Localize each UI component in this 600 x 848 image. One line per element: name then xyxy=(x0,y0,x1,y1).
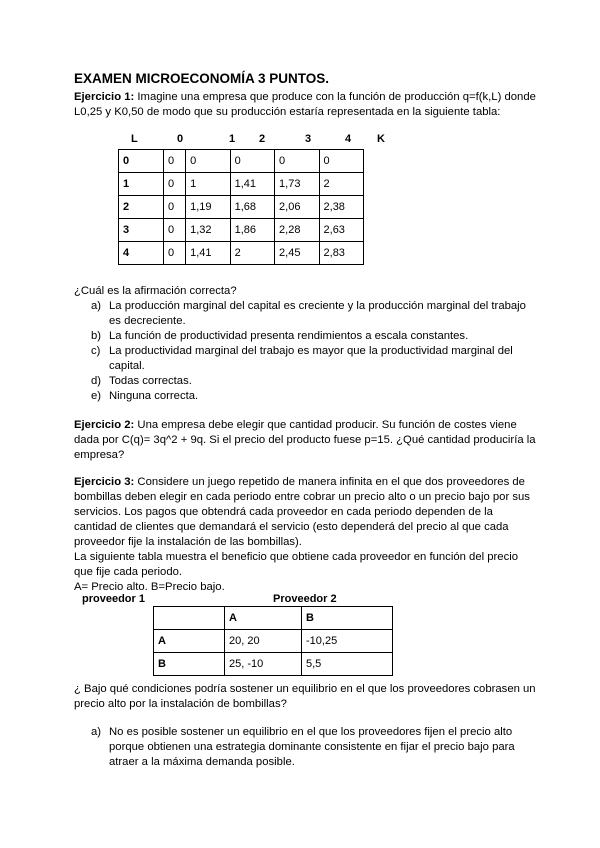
col-header: 0 xyxy=(177,133,184,145)
ex3-text: bombillas deben elegir en cada periodo entre cobrar un precio alto o un precio bajo por sus xyxy=(74,491,530,503)
table-cell: 1,86 xyxy=(230,219,274,242)
table-cell: 0 xyxy=(164,173,186,196)
table-cell: 0 xyxy=(164,150,186,173)
col-header: 1 xyxy=(229,133,236,145)
table-row xyxy=(119,150,364,173)
row-label: 3 xyxy=(119,219,164,242)
table-cell: 1 xyxy=(186,173,230,196)
table-cell: 1,41 xyxy=(186,242,230,265)
ex1-text: L0,25 y K0,50 de modo que su producción estaría representada en la siguiente tabla: xyxy=(74,106,501,118)
table-cell: 1,73 xyxy=(275,173,319,196)
option-marker: a) xyxy=(91,726,102,738)
row-label: 0 xyxy=(119,150,164,173)
table-cell: 2,83 xyxy=(319,242,363,265)
production-table xyxy=(118,149,364,265)
table-cell: 2,06 xyxy=(275,196,319,219)
row-label: 2 xyxy=(119,196,164,219)
table-cell: 25, -10 xyxy=(225,653,302,676)
ex2-text: Una empresa debe elegir que cantidad producir. Su función de costes viene xyxy=(137,419,517,431)
row-label: A xyxy=(154,630,225,653)
ex2-label: Ejercicio 2: xyxy=(74,419,135,431)
col-player-label: Proveedor 2 xyxy=(273,593,337,605)
ex3-text: servicios. Los pagos que obtendrá cada proveedor en cada periodo dependen de la xyxy=(74,506,493,518)
table-cell: 20, 20 xyxy=(225,630,302,653)
empty-cell xyxy=(154,607,225,630)
ex3-line xyxy=(74,475,525,489)
row-player-label: proveedor 1 xyxy=(82,593,145,605)
col-header: 2 xyxy=(259,133,266,145)
table-cell: 0 xyxy=(319,150,363,173)
option-marker: d) xyxy=(91,375,102,387)
table-cell: 1,32 xyxy=(186,219,230,242)
table-cell: 2,45 xyxy=(275,242,319,265)
table-row xyxy=(119,242,364,265)
table-cell: 2 xyxy=(230,242,274,265)
option-text: capital. xyxy=(109,360,145,372)
table-cell: 0 xyxy=(230,150,274,173)
table-cell: 2,28 xyxy=(275,219,319,242)
ex2-line xyxy=(74,418,517,432)
option-marker: a) xyxy=(91,300,102,312)
row-axis-label: L xyxy=(131,133,138,145)
col-header: 4 xyxy=(345,133,352,145)
ex1-label: Ejercicio 1: xyxy=(74,91,135,103)
ex3-label: Ejercicio 3: xyxy=(74,476,135,488)
row-label: 4 xyxy=(119,242,164,265)
ex1-question: ¿Cuál es la afirmación correcta? xyxy=(74,285,237,297)
ex3-text: que fije cada periodo. xyxy=(74,566,183,578)
table-cell: 2,63 xyxy=(319,219,363,242)
table-row xyxy=(119,219,364,242)
table-cell: -10,25 xyxy=(302,630,393,653)
table-cell: 0 xyxy=(186,150,230,173)
table-row xyxy=(119,196,364,219)
ex3-text: cantidad de clientes que demandará el servicio (esto dependerá del precio al que cada xyxy=(74,521,509,533)
table-row xyxy=(154,653,393,676)
table-row xyxy=(119,173,364,196)
option-text: es decreciente. xyxy=(109,315,186,327)
option-marker: c) xyxy=(91,345,101,357)
table-cell: 1,19 xyxy=(186,196,230,219)
table-cell: 0 xyxy=(164,219,186,242)
table-cell: 0 xyxy=(275,150,319,173)
table-header-row xyxy=(154,607,393,630)
ex1-line xyxy=(74,90,536,104)
option-text: La productividad marginal del trabajo es mayor que la productividad marginal del xyxy=(109,345,513,357)
table-cell: 2,38 xyxy=(319,196,363,219)
table-cell: 5,5 xyxy=(302,653,393,676)
col-header: A xyxy=(225,607,302,630)
table-row xyxy=(154,630,393,653)
table-cell: 1,68 xyxy=(230,196,274,219)
ex3-question: precio alto por la instalación de bombillas? xyxy=(74,698,287,710)
ex3-question: ¿ Bajo qué condiciones podría sostener un equilibrio en el que los proveedores cobrasen un xyxy=(74,683,536,695)
payoff-table xyxy=(153,606,393,676)
option-text: La función de productividad presenta rendimientos a escala constantes. xyxy=(109,330,469,342)
option-marker: e) xyxy=(91,390,102,402)
option-text: porque obtienen una estrategia dominante consistente en fijar el precio bajo para xyxy=(109,741,515,753)
ex3-text: La siguiente tabla muestra el beneficio que obtiene cada proveedor en función del precio xyxy=(74,551,519,563)
table-cell: 2 xyxy=(319,173,363,196)
ex1-text: Imagine una empresa que produce con la función de producción q=f(k,L) donde xyxy=(137,91,536,103)
row-label: B xyxy=(154,653,225,676)
ex3-text: A= Precio alto. B=Precio bajo. xyxy=(74,581,225,593)
ex2-text: dada por C(q)= 3q^2 + 9q. Si el precio del producto fuese p=15. ¿Qué cantidad produciría la xyxy=(74,434,536,446)
ex2-text: empresa? xyxy=(74,449,125,461)
ex3-text: Considere un juego repetido de manera infinita en el que dos proveedores de xyxy=(137,476,525,488)
option-text: Todas correctas. xyxy=(109,375,192,387)
row-label: 1 xyxy=(119,173,164,196)
table-cell: 0 xyxy=(164,242,186,265)
table-cell: 1,41 xyxy=(230,173,274,196)
ex3-text: proveedor fije la instalación de las bombillas). xyxy=(74,536,302,548)
col-header: 3 xyxy=(305,133,312,145)
option-text: No es posible sostener un equilibrio en el que los proveedores fijen el precio alto xyxy=(109,726,513,738)
option-text: La producción marginal del capital es creciente y la producción marginal del trabajo xyxy=(109,300,526,312)
option-text: atraer a la máxima demanda posible. xyxy=(109,756,295,768)
col-header: B xyxy=(302,607,393,630)
col-axis-label: K xyxy=(377,133,385,145)
table-cell: 0 xyxy=(164,196,186,219)
option-text: Ninguna correcta. xyxy=(109,390,199,402)
exam-title: EXAMEN MICROECONOMÍA 3 PUNTOS. xyxy=(74,71,330,86)
option-marker: b) xyxy=(91,330,102,342)
